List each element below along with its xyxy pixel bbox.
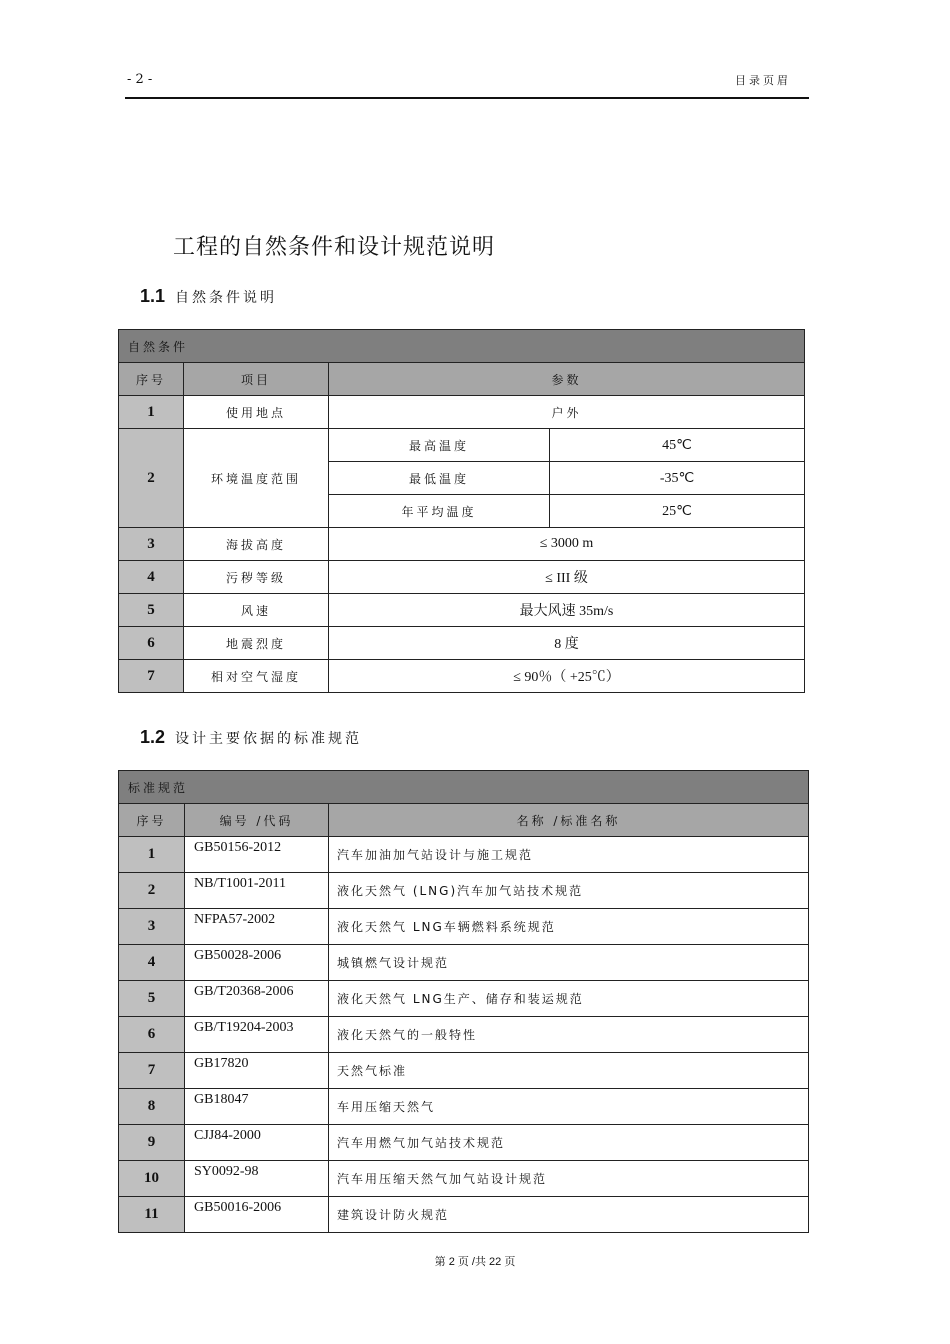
standard-code: GB50028-2006 xyxy=(185,945,329,981)
row-number: 5 xyxy=(119,594,184,627)
page-marker: - 2 - xyxy=(127,72,153,87)
table-row xyxy=(119,837,809,873)
row-value: 8 度 xyxy=(329,627,805,660)
table-row xyxy=(119,873,809,909)
column-header: 项目 xyxy=(184,363,329,396)
table-row xyxy=(119,945,809,981)
section-2-title: 设计主要依据的标准规范 xyxy=(175,731,363,747)
standard-name: 汽车用压缩天然气加气站设计规范 xyxy=(329,1161,809,1197)
table-row xyxy=(119,1089,809,1125)
standard-name: 液化天然气的一般特性 xyxy=(329,1017,809,1053)
row-number: 2 xyxy=(119,873,185,909)
sub-value: -35℃ xyxy=(550,462,805,495)
standard-name: 汽车加油加气站设计与施工规范 xyxy=(329,837,809,873)
table-row xyxy=(119,1161,809,1197)
column-header: 序号 xyxy=(119,363,184,396)
table-row xyxy=(119,1053,809,1089)
row-item: 相对空气湿度 xyxy=(184,660,329,693)
column-header: 名称 /标准名称 xyxy=(329,804,809,837)
table-row xyxy=(119,396,805,429)
standard-code: GB50016-2006 xyxy=(185,1197,329,1233)
standard-code: GB/T20368-2006 xyxy=(185,981,329,1017)
row-item: 污秽等级 xyxy=(184,561,329,594)
row-item: 海拔高度 xyxy=(184,528,329,561)
column-header: 参数 xyxy=(329,363,805,396)
row-number: 1 xyxy=(119,837,185,873)
row-number: 4 xyxy=(119,561,184,594)
header-right-text: 目录页眉 xyxy=(735,74,791,87)
standard-name: 城镇燃气设计规范 xyxy=(329,945,809,981)
standard-name: 汽车用燃气加气站技术规范 xyxy=(329,1125,809,1161)
column-header: 序号 xyxy=(119,804,185,837)
page-footer: 第 2 页 /共 22 页 xyxy=(434,1256,516,1268)
table-row xyxy=(119,429,805,462)
row-number: 7 xyxy=(119,1053,185,1089)
row-value: ≤ 3000 m xyxy=(329,528,805,561)
standards-table xyxy=(118,770,809,1233)
table-row xyxy=(119,1125,809,1161)
sub-label: 年平均温度 xyxy=(329,495,550,528)
standard-name: 天然气标准 xyxy=(329,1053,809,1089)
row-value: ≤ 90％（ +25℃） xyxy=(329,660,805,693)
row-number: 5 xyxy=(119,981,185,1017)
header-rule xyxy=(125,97,809,99)
standard-code: GB17820 xyxy=(185,1053,329,1089)
row-item: 使用地点 xyxy=(184,396,329,429)
row-number: 6 xyxy=(119,627,184,660)
sub-value: 25℃ xyxy=(550,495,805,528)
table-row xyxy=(119,1197,809,1233)
row-number: 9 xyxy=(119,1125,185,1161)
row-item: 环境温度范围 xyxy=(184,429,329,528)
row-number: 1 xyxy=(119,396,184,429)
row-number: 2 xyxy=(119,429,184,528)
row-value: 户外 xyxy=(329,396,805,429)
section-2-number: 1.2 xyxy=(140,727,166,747)
table-row xyxy=(119,660,805,693)
section-1-number: 1.1 xyxy=(140,286,166,306)
row-number: 11 xyxy=(119,1197,185,1233)
document-title: 工程的自然条件和设计规范说明 xyxy=(173,235,496,260)
section-1-title: 自然条件说明 xyxy=(175,290,278,306)
standard-code: SY0092-98 xyxy=(185,1161,329,1197)
sub-label: 最低温度 xyxy=(329,462,550,495)
standard-code: GB18047 xyxy=(185,1089,329,1125)
row-number: 8 xyxy=(119,1089,185,1125)
standard-name: 液化天然气 (LNG)汽车加气站技术规范 xyxy=(329,873,809,909)
table-row xyxy=(119,528,805,561)
standard-name: 建筑设计防火规范 xyxy=(329,1197,809,1233)
standard-name: 液化天然气 LNG生产、储存和装运规范 xyxy=(329,981,809,1017)
sub-value: 45℃ xyxy=(550,429,805,462)
table-caption: 自然条件 xyxy=(119,330,805,363)
table-caption: 标准规范 xyxy=(119,771,809,804)
section-2-heading xyxy=(140,727,362,748)
section-1-heading xyxy=(140,286,277,307)
row-number: 7 xyxy=(119,660,184,693)
table-row xyxy=(119,981,809,1017)
row-number: 3 xyxy=(119,528,184,561)
table-row xyxy=(119,594,805,627)
standard-code: NB/T1001-2011 xyxy=(185,873,329,909)
row-number: 3 xyxy=(119,909,185,945)
row-value: 最大风速 35m/s xyxy=(329,594,805,627)
table-row xyxy=(119,909,809,945)
standard-code: CJJ84-2000 xyxy=(185,1125,329,1161)
row-item: 风速 xyxy=(184,594,329,627)
row-number: 6 xyxy=(119,1017,185,1053)
sub-label: 最高温度 xyxy=(329,429,550,462)
standard-code: GB50156-2012 xyxy=(185,837,329,873)
row-item: 地震烈度 xyxy=(184,627,329,660)
table-row xyxy=(119,1017,809,1053)
standard-code: NFPA57-2002 xyxy=(185,909,329,945)
row-number: 10 xyxy=(119,1161,185,1197)
standard-name: 液化天然气 LNG车辆燃料系统规范 xyxy=(329,909,809,945)
column-header: 编号 /代码 xyxy=(185,804,329,837)
row-value: ≤ III 级 xyxy=(329,561,805,594)
table-row xyxy=(119,561,805,594)
natural-conditions-table xyxy=(118,329,805,693)
row-number: 4 xyxy=(119,945,185,981)
table-row xyxy=(119,627,805,660)
standard-code: GB/T19204-2003 xyxy=(185,1017,329,1053)
standard-name: 车用压缩天然气 xyxy=(329,1089,809,1125)
